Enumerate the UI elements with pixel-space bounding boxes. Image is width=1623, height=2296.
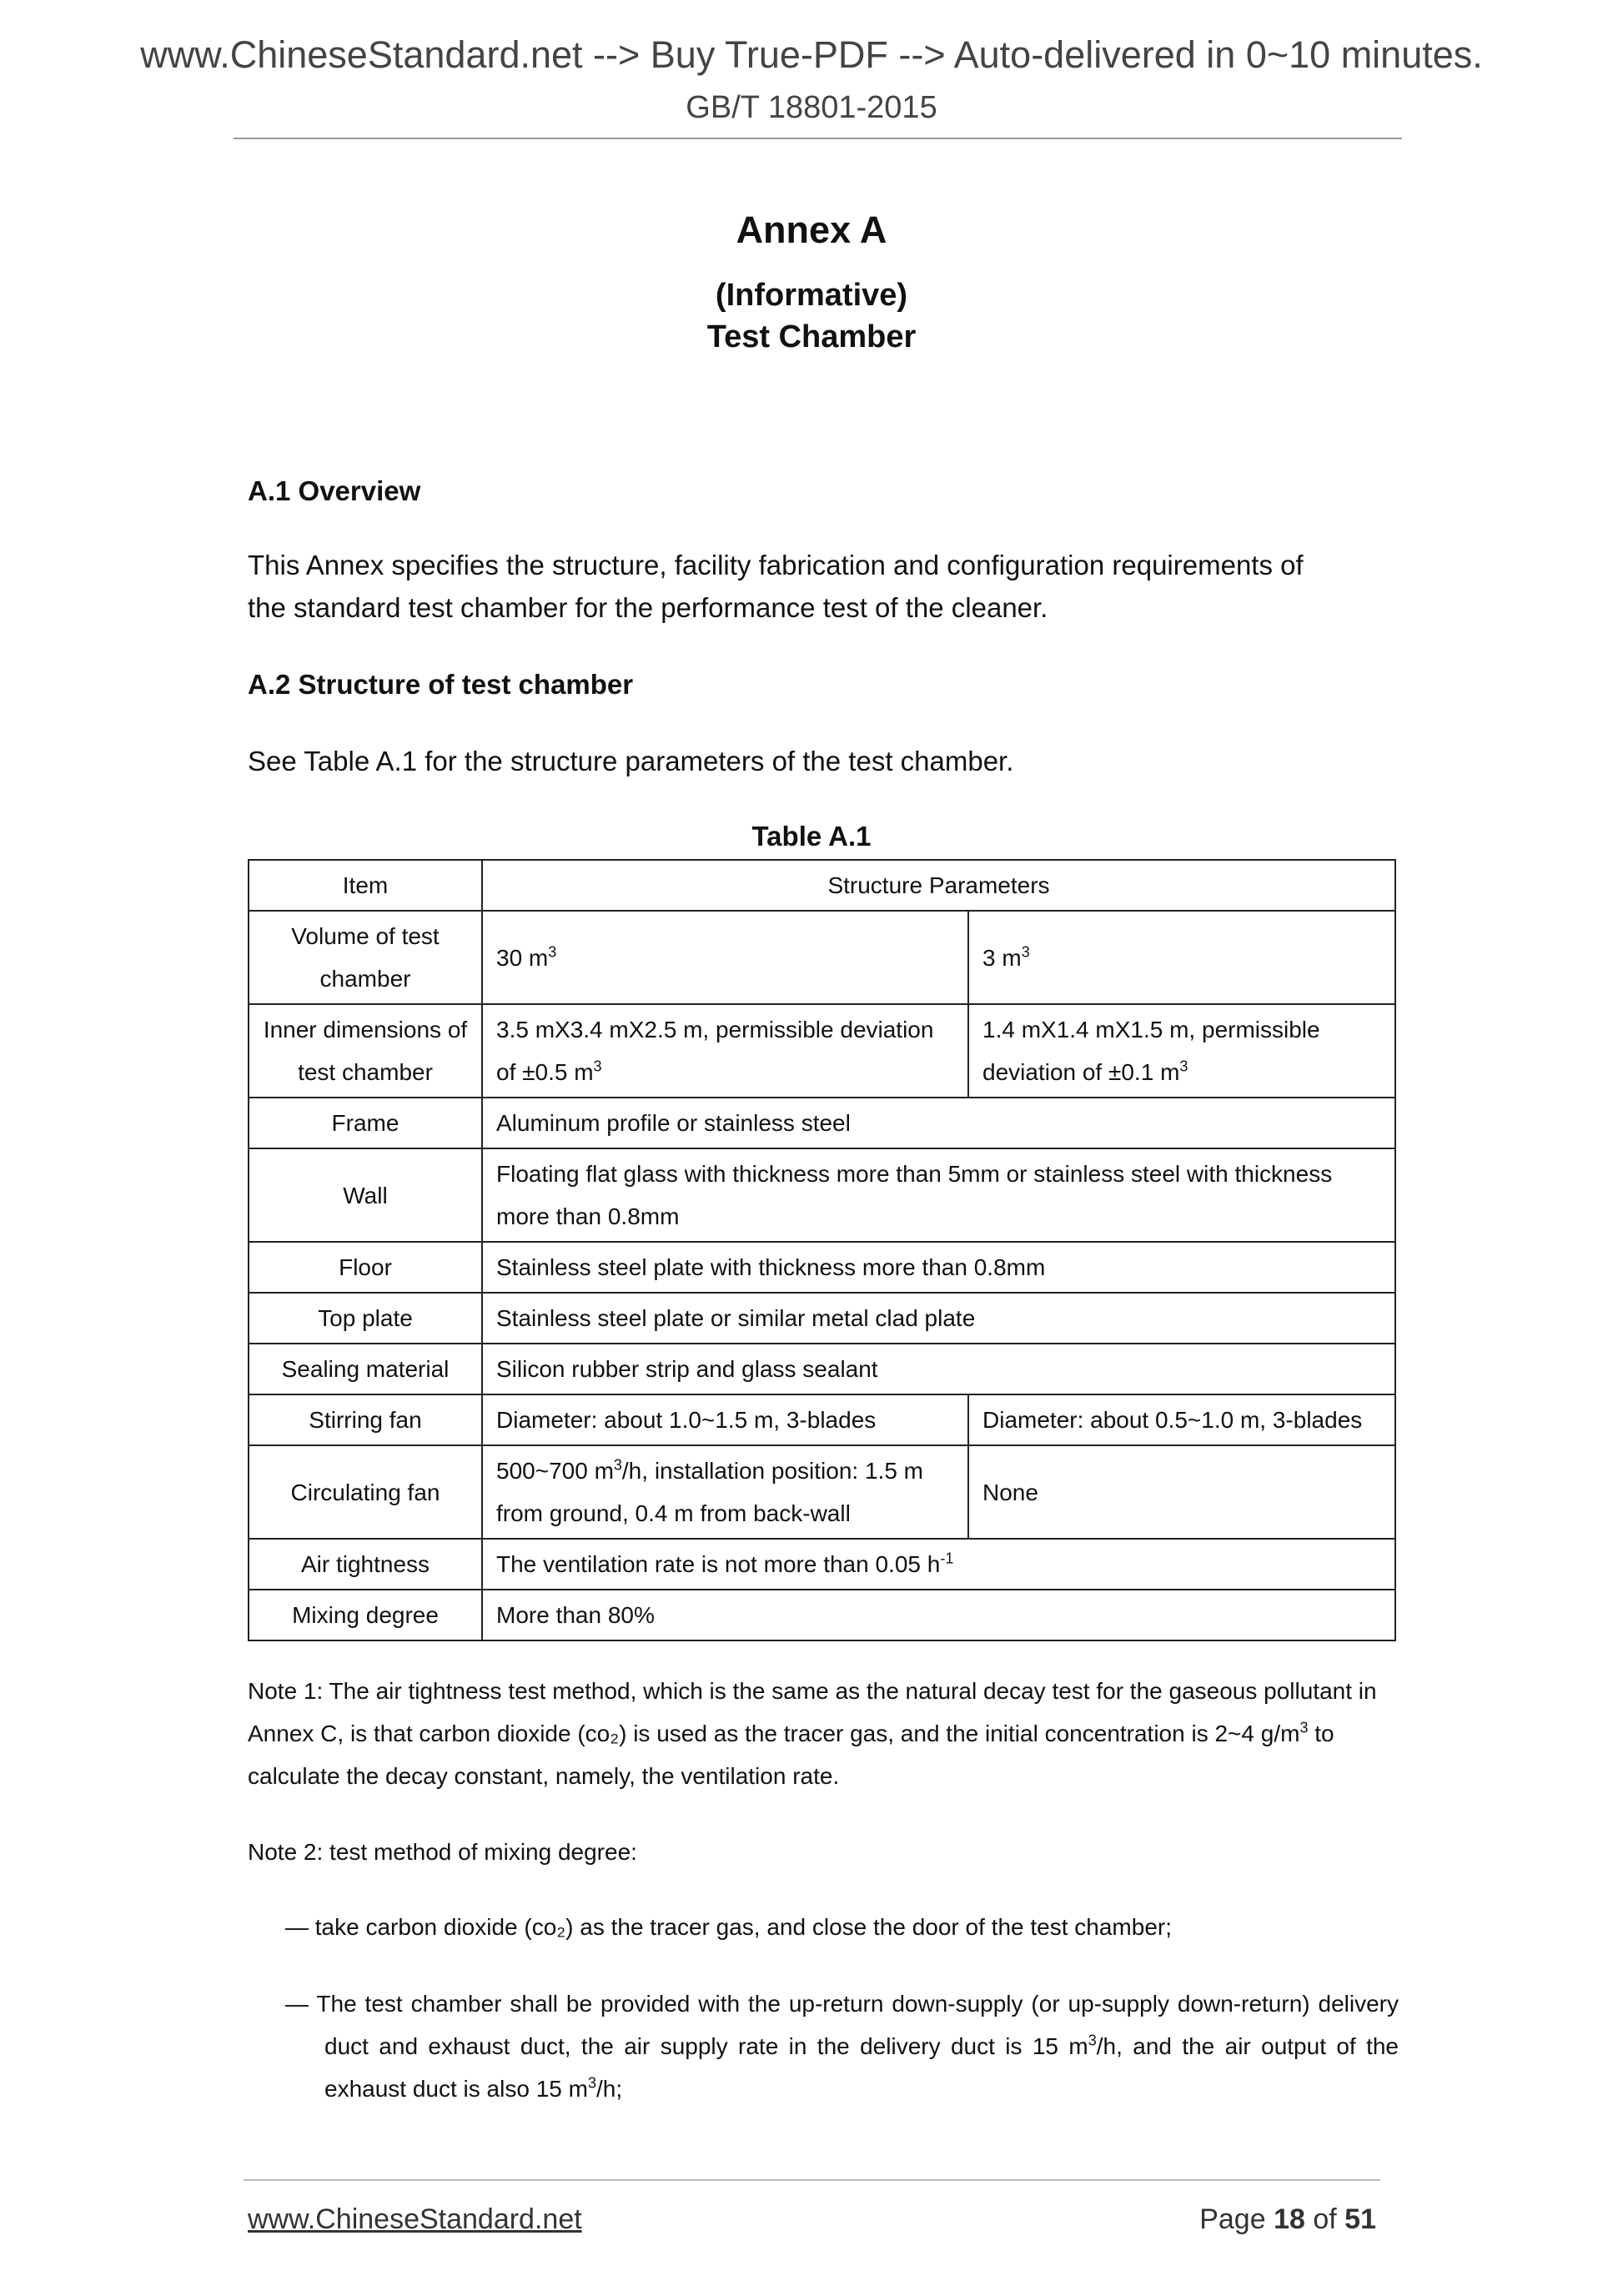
superscript: 3 xyxy=(1179,1058,1188,1075)
row-value xyxy=(482,1242,1395,1293)
row-value xyxy=(482,1148,1395,1242)
table-row xyxy=(249,1004,1395,1098)
row-value xyxy=(482,911,968,1004)
paragraph-line: This Annex specifies the structure, facility fabrication and configuration requirements of xyxy=(248,550,1304,580)
text-segment: — take carbon dioxide (co₂) as the tracer gas, and close the door of the test chamber; xyxy=(285,1914,1172,1940)
note-2-bullet-2 xyxy=(285,1982,1399,2110)
annex-name: Test Chamber xyxy=(706,319,917,354)
page-indicator xyxy=(1199,2203,1376,2236)
text-segment: Diameter: about 1.0~1.5 m, 3-blades xyxy=(496,1407,877,1433)
table-row xyxy=(249,911,1395,1004)
row-item: Wall xyxy=(249,1148,482,1242)
row-value xyxy=(482,1539,1395,1590)
banner-text[interactable]: www.ChineseStandard.net --> Buy True-PDF --> Auto-delivered in 0~10 minutes. xyxy=(140,33,1483,76)
superscript: 3 xyxy=(1021,943,1030,961)
current-page: 18 xyxy=(1274,2203,1305,2235)
text-segment: Floating flat glass with thickness more than 5mm or stainless steel with thickness more than 0.8mm xyxy=(496,1161,1333,1229)
row-value xyxy=(482,1445,968,1539)
text-segment: None xyxy=(982,1479,1038,1505)
text-segment: The ventilation rate is not more than 0.05 h xyxy=(496,1551,941,1577)
row-item: Air tightness xyxy=(249,1539,482,1590)
section-a2-paragraph: See Table A.1 for the structure parameters of the test chamber. xyxy=(248,746,1014,776)
text-segment: to calculate the decay constant, namely, the ventilation rate. xyxy=(248,1721,1334,1789)
row-item: Volume of test chamber xyxy=(249,911,482,1004)
row-value xyxy=(482,1293,1395,1344)
table-row xyxy=(249,1344,1395,1394)
section-a1-heading: A.1 Overview xyxy=(248,475,421,506)
header-structure-parameters: Structure Parameters xyxy=(482,860,1395,911)
row-item: Stirring fan xyxy=(249,1394,482,1445)
row-item: Mixing degree xyxy=(249,1590,482,1640)
table-caption: Table A.1 xyxy=(751,821,872,852)
section-a2-heading: A.2 Structure of test chamber xyxy=(248,669,634,700)
text-segment: 1.4 mX1.4 mX1.5 m, permissible deviation of ±0.1 m xyxy=(982,1017,1320,1085)
structure-table xyxy=(248,859,1396,1641)
annex-title: Annex A xyxy=(736,208,887,251)
annex-type: (Informative) xyxy=(715,278,908,313)
row-value xyxy=(482,1004,968,1098)
text-segment: 30 m xyxy=(496,944,549,971)
row-value xyxy=(482,1098,1395,1148)
table-row xyxy=(249,1590,1395,1640)
table-row xyxy=(249,1098,1395,1148)
page-label: Page xyxy=(1199,2203,1266,2235)
paragraph-line: the standard test chamber for the performance test of the cleaner. xyxy=(248,592,1048,623)
footer-divider xyxy=(244,2179,1380,2181)
text-segment: Note 1: The air tightness test method, which is the same as the natural decay test for the gaseous pollutant in Annex C, is that carbon dioxide (co₂) is used as the tracer gas, and the initial concentration is 2~4 g/m xyxy=(248,1678,1377,1746)
superscript: 3 xyxy=(1088,2032,1097,2049)
text-segment: Aluminum profile or stainless steel xyxy=(496,1110,851,1136)
table-row xyxy=(249,1242,1395,1293)
text-segment: Silicon rubber strip and glass sealant xyxy=(496,1356,878,1382)
total-pages: 51 xyxy=(1344,2203,1376,2235)
header-item: Item xyxy=(249,860,482,911)
table-header-row xyxy=(249,860,1395,911)
row-item: Circulating fan xyxy=(249,1445,482,1539)
table-row xyxy=(249,1445,1395,1539)
note-2-bullet-1 xyxy=(285,1906,1399,1948)
text-segment: 500~700 m xyxy=(496,1458,614,1484)
row-value xyxy=(482,1344,1395,1394)
row-value xyxy=(482,1394,968,1445)
text-segment: Stainless steel plate with thickness more than 0.8mm xyxy=(496,1254,1046,1280)
superscript: 3 xyxy=(613,1456,622,1474)
text-segment: 3.5 mX3.4 mX2.5 m, permissible deviation of ±0.5 m xyxy=(496,1017,934,1085)
note-2: Note 2: test method of mixing degree: xyxy=(248,1839,637,1865)
row-value xyxy=(482,1590,1395,1640)
text-segment: /h, installation position: 1.5 m from ground, 0.4 m from back-wall xyxy=(496,1458,923,1526)
row-value xyxy=(968,1004,1395,1098)
text-segment: 3 m xyxy=(982,944,1022,971)
standard-number: GB/T 18801-2015 xyxy=(686,90,937,125)
row-item: Inner dimensions of test chamber xyxy=(249,1004,482,1098)
text-segment: Stainless steel plate or similar metal clad plate xyxy=(496,1305,976,1331)
note-1 xyxy=(248,1670,1399,1797)
row-item: Frame xyxy=(249,1098,482,1148)
superscript: 3 xyxy=(1299,1719,1309,1736)
text-segment: More than 80% xyxy=(496,1602,655,1628)
row-item: Floor xyxy=(249,1242,482,1293)
text-segment: /h; xyxy=(595,2076,623,2102)
superscript: 3 xyxy=(587,2074,596,2092)
text-segment: — The test chamber shall be provided with the up-return down-supply (or up-supply down-return) delivery duct and exhaust duct, the air supply rate in the delivery duct is 15 m xyxy=(285,1991,1399,2059)
superscript: -1 xyxy=(940,1550,954,1567)
superscript: 3 xyxy=(548,943,557,961)
row-item: Sealing material xyxy=(249,1344,482,1394)
row-item: Top plate xyxy=(249,1293,482,1344)
section-a1-paragraph xyxy=(248,544,1399,629)
text-segment: /h, and the air output of the exhaust duct is also 15 m xyxy=(324,2033,1399,2102)
header-divider xyxy=(234,138,1402,139)
text-segment: Diameter: about 0.5~1.0 m, 3-blades xyxy=(982,1407,1363,1433)
of-label: of xyxy=(1313,2203,1337,2235)
footer-link[interactable]: www.ChineseStandard.net xyxy=(248,2203,582,2235)
table-row xyxy=(249,1148,1395,1242)
table-row xyxy=(249,1394,1395,1445)
superscript: 3 xyxy=(593,1058,602,1075)
row-value xyxy=(968,1445,1395,1539)
table-row xyxy=(249,1539,1395,1590)
row-value xyxy=(968,1394,1395,1445)
row-value xyxy=(968,911,1395,1004)
table-row xyxy=(249,1293,1395,1344)
